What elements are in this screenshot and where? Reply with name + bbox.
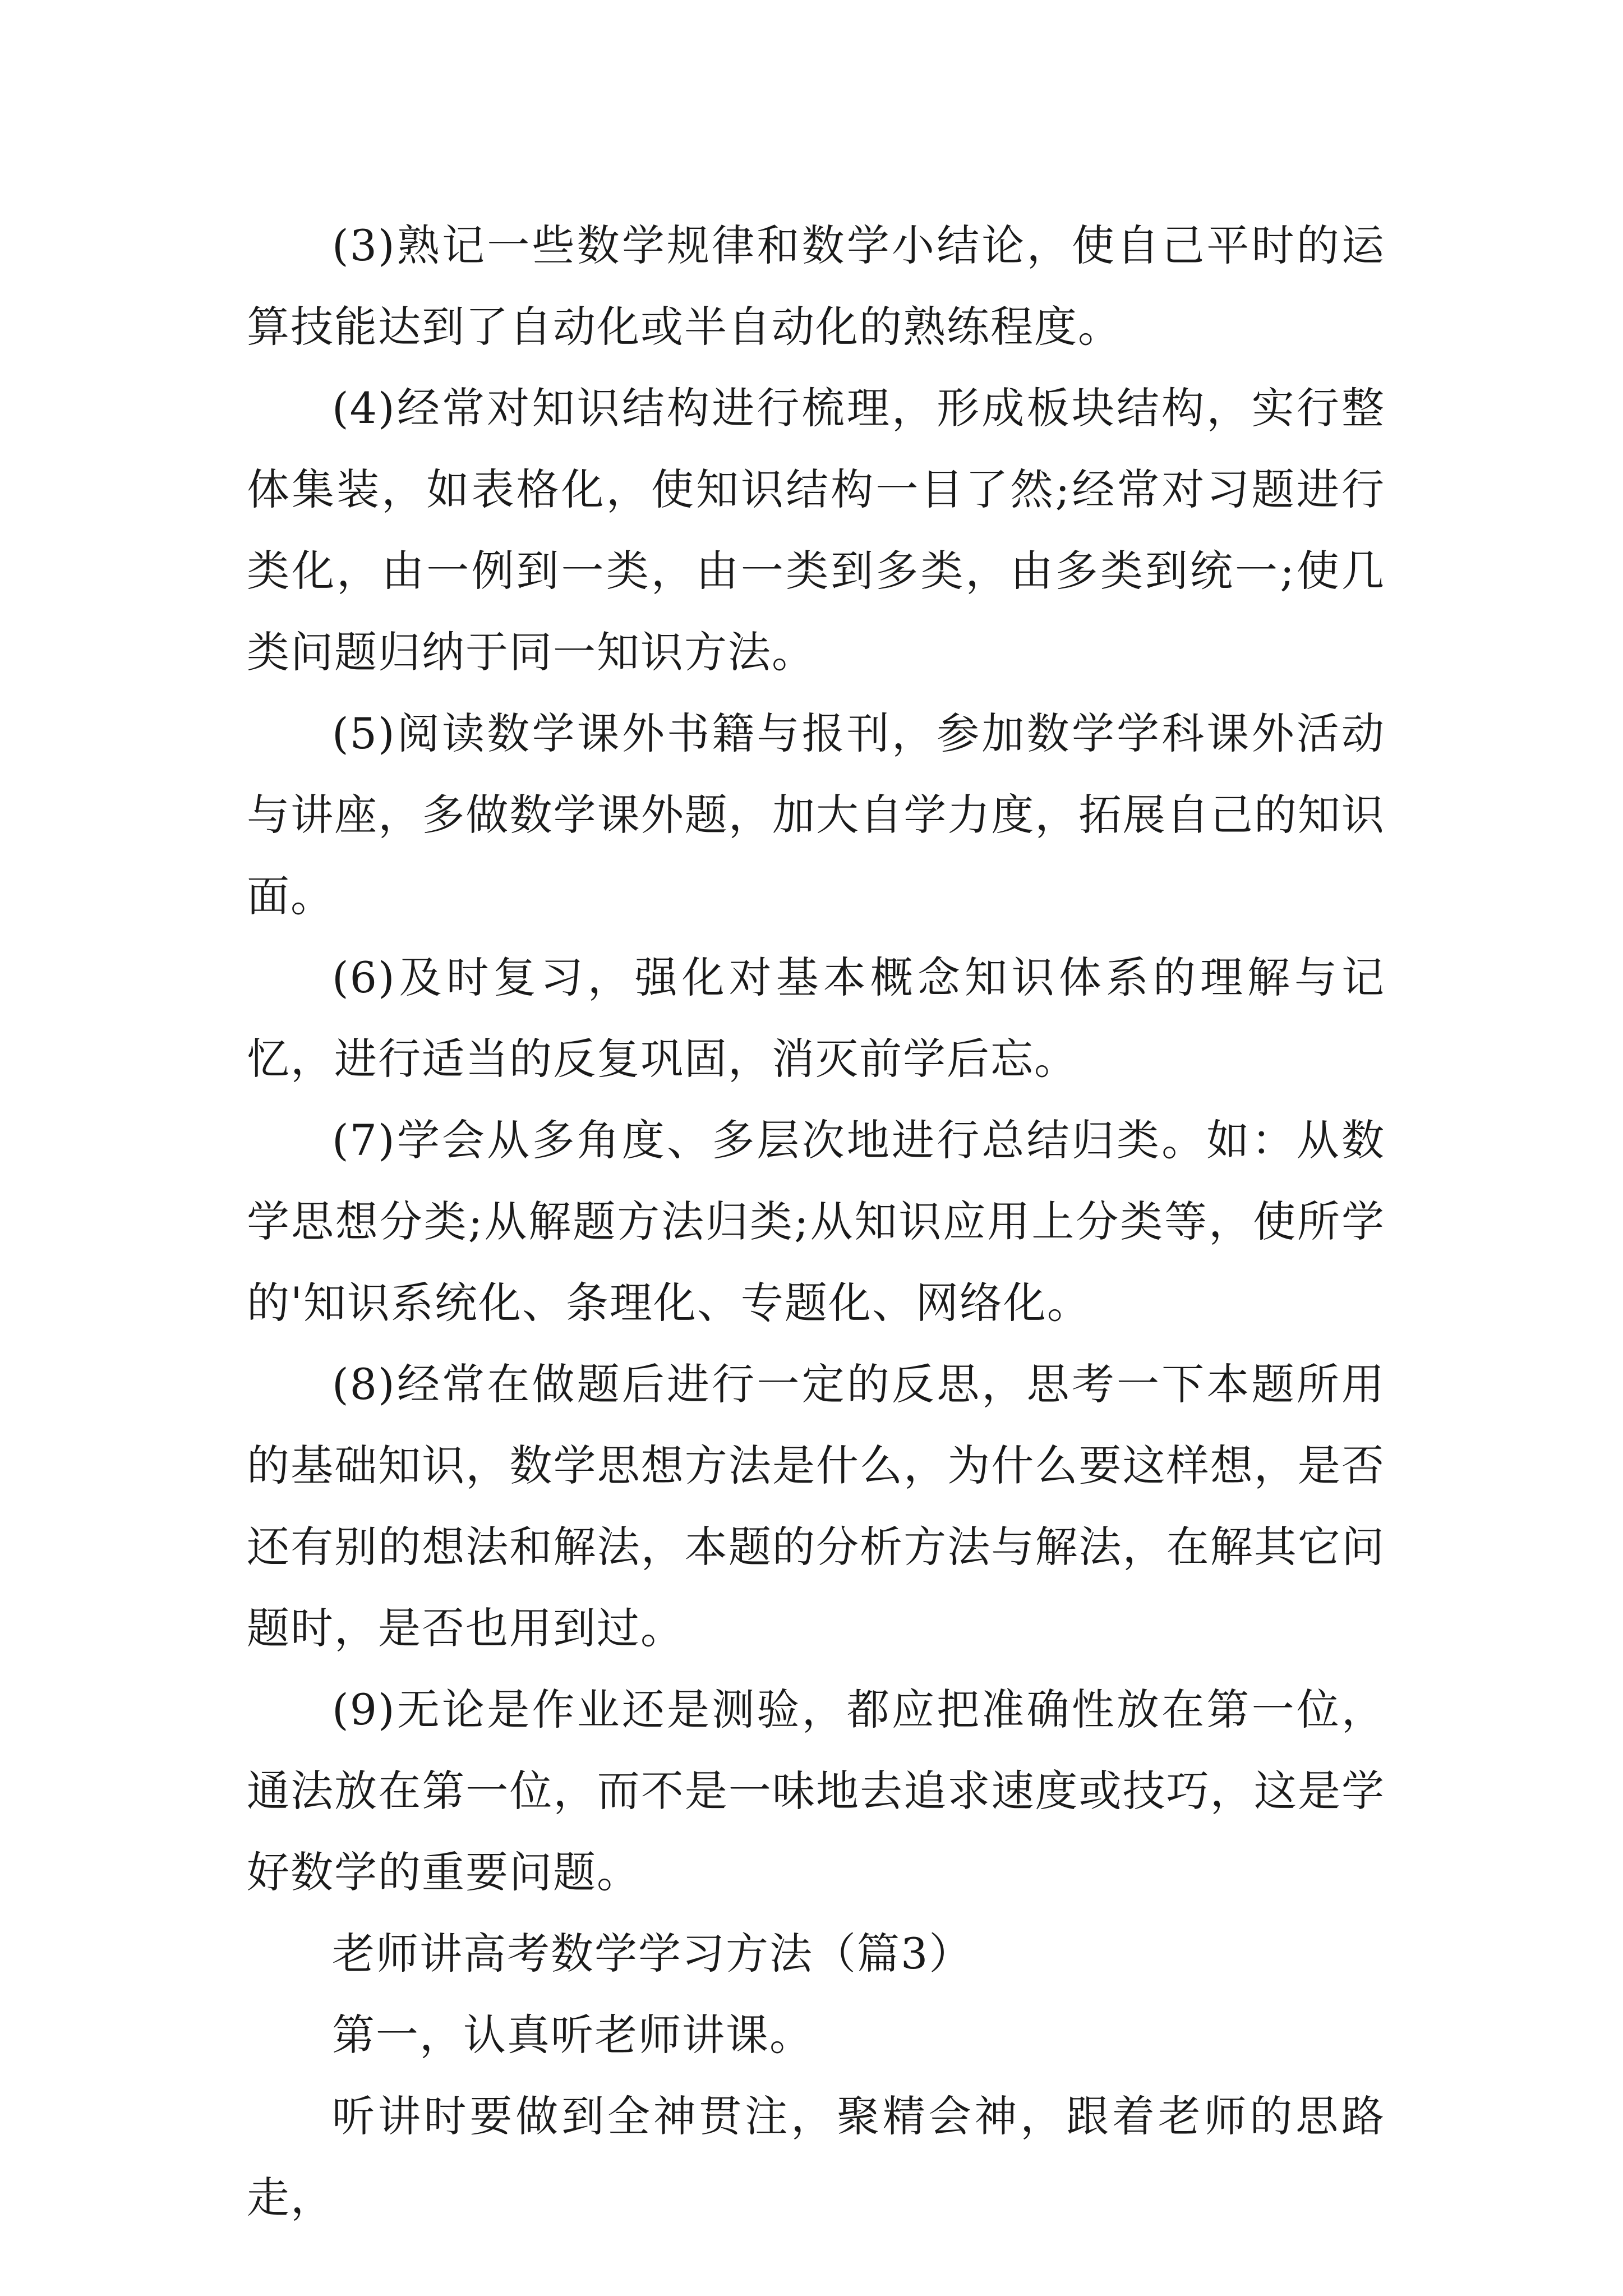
paragraph-item-4: (4)经常对知识结构进行梳理，形成板块结构，实行整体集装，如表格化，使知识结构一目了然;经常对习题进行类化，由一例到一类，由一类到多类，由多类到统一;使几类问题归纳于同一知识方法。	[247, 383, 1385, 677]
paragraph-item-9: (9)无论是作业还是测验，都应把准确性放在第一位，通法放在第一位，而不是一味地去追求速度或技巧，这是学好数学的重要问题。	[247, 1685, 1385, 1897]
document-body	[247, 205, 1385, 2238]
paragraph-first-point: 第一，认真听老师讲课。	[332, 2010, 813, 2060]
paragraph-item-7: (7)学会从多角度、多层次地进行总结归类。如：从数学思想分类;从解题方法归类;从知识应用上分类等，使所学的'知识系统化、条理化、专题化、网络化。	[247, 1115, 1385, 1328]
paragraph-item-3: (3)熟记一些数学规律和数学小结论，使自己平时的运算技能达到了自动化或半自动化的熟练程度。	[247, 220, 1385, 352]
section-heading: 老师讲高考数学学习方法（篇3）	[332, 1929, 973, 1978]
paragraph-item-8: (8)经常在做题后进行一定的反思，思考一下本题所用的基础知识，数学思想方法是什么，为什么要这样想，是否还有别的想法和解法，本题的分析方法与解法，在解其它问题时，是否也用到过。	[247, 1359, 1385, 1653]
paragraph-item-5: (5)阅读数学课外书籍与报刊，参加数学学科课外活动与讲座，多做数学课外题，加大自学力度，拓展自己的知识面。	[247, 708, 1385, 921]
paragraph-item-6: (6)及时复习，强化对基本概念知识体系的理解与记忆，进行适当的反复巩固，消灭前学后忘。	[247, 953, 1385, 1084]
paragraph-listening: 听讲时要做到全神贯注，聚精会神，跟着老师的思路走，	[247, 2091, 1385, 2223]
